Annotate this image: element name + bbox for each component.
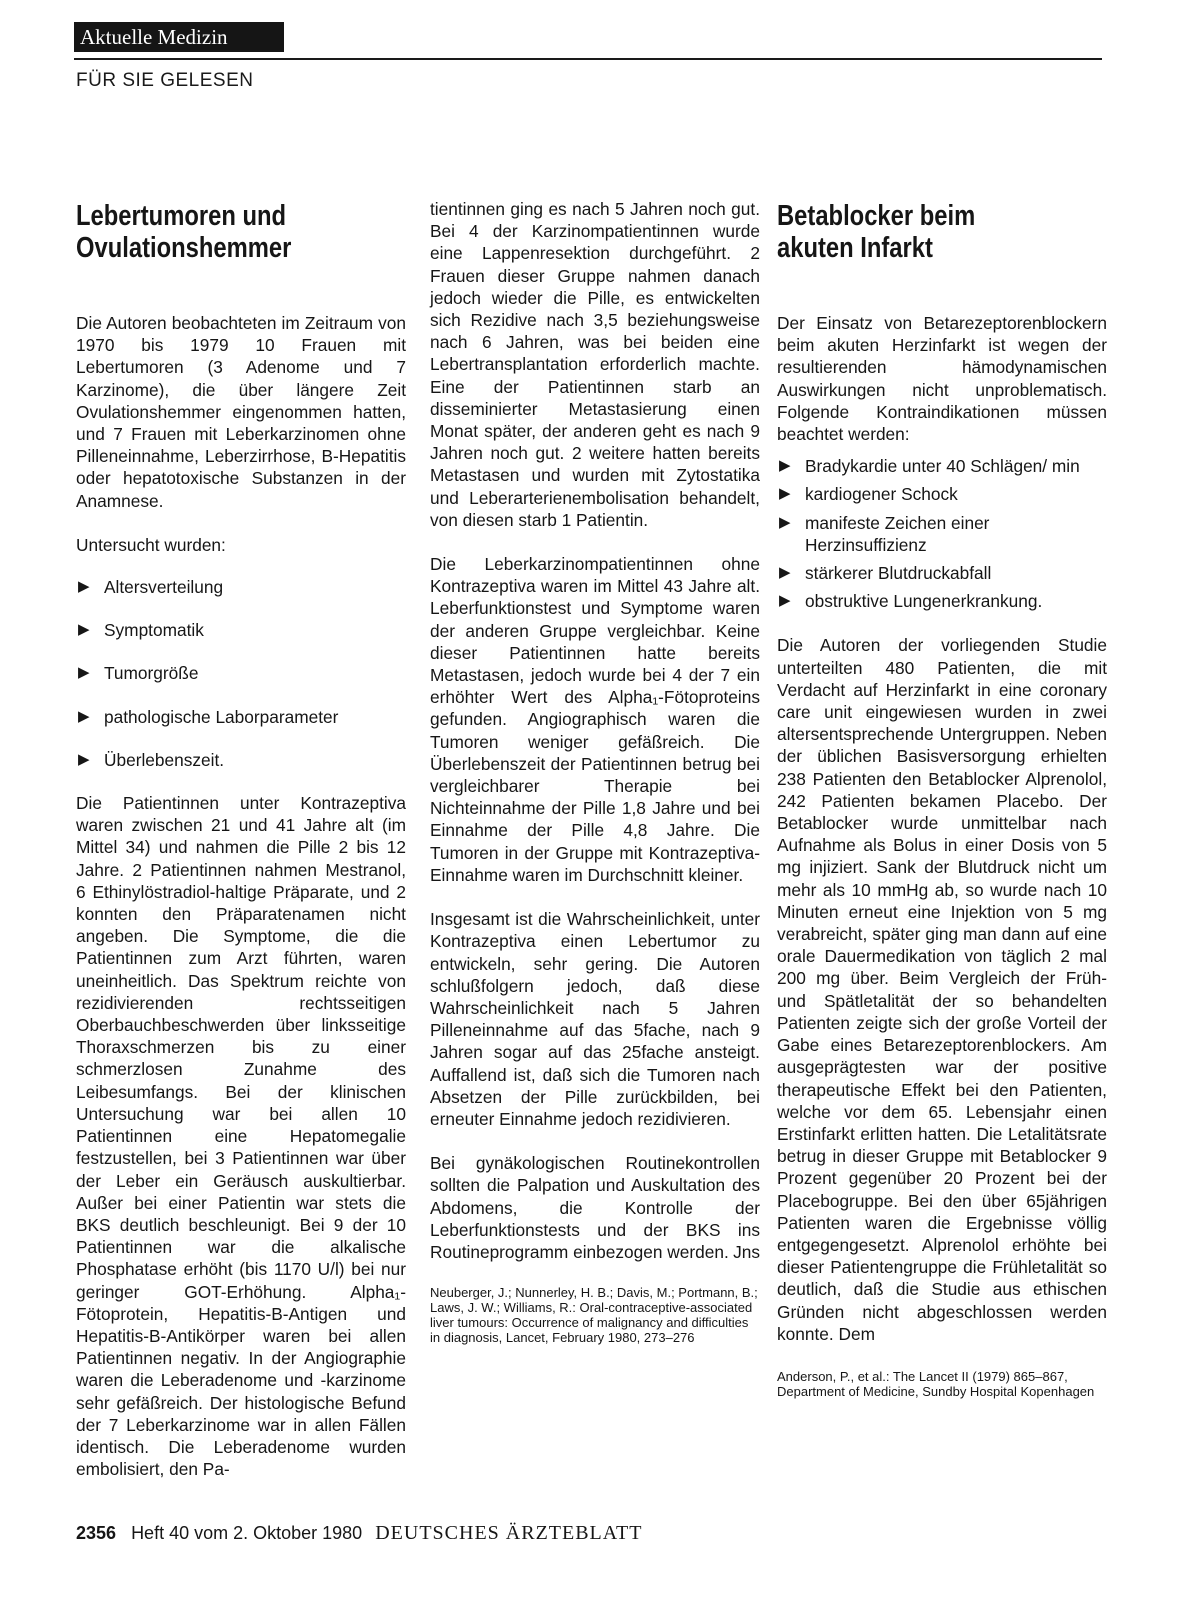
list-item: ▶ obstruktive Lungenerkrankung. [779,591,1043,612]
article1-list [76,576,406,771]
list-item: ▶ manifeste Zeichen einer Herzinsuffizienz [779,512,990,555]
triangle-bullet-icon: ▶ [78,621,90,639]
article1-paragraph-2: Untersucht wurden: [76,534,226,555]
page-number: 2356 [76,1523,117,1543]
triangle-bullet-icon: ▶ [78,578,90,596]
triangle-bullet-icon: ▶ [779,457,791,475]
article1-paragraph-7: Bei gynäkologischen Routinekontrollen sollten die Palpation und Auskultation des Abdomens, die Kontrolle der Leberfunktionstests und der BKS ins Routineprogramm einbezogen werden. Jns [430,1153,760,1262]
list-item: ▶ pathologische Laborparameter [78,706,339,727]
triangle-bullet-icon: ▶ [779,592,791,610]
list-item: ▶ Tumorgröße [78,663,199,684]
triangle-bullet-icon: ▶ [779,564,791,582]
list-item: ▶ Bradykardie unter 40 Schlägen/ min [779,456,1080,477]
article2-reference: Anderson, P., et al.: The Lancet II (1979) 865–867, Department of Medicine, Sundby Hospital Kopenhagen [777,1368,1095,1399]
list-item: ▶ Überlebenszeit. [78,749,225,770]
article1-paragraph-4: tientinnen ging es nach 5 Jahren noch gut. Bei 4 der Karzinompatientinnen wurde eine Lappenresektion durchgeführt. 2 Frauen dieser Gruppe nahmen danach jedoch wieder die Pille, es entwickelten sich Rezidive nach 3,5 beziehungsweise nach 6 Jahren, was bei beiden eine Lebertransplantation erforderlich machte. Eine der Patientinnen starb an disseminierter Metastasierung einen Monat später, der anderen geht es nach 9 Jahren noch gut. 2 weitere hatten bereits Metastasen und wurden mit Zytostatika und Leberarterienembolisation behandelt, von diesen starb 1 Patientin. [430,199,760,530]
triangle-bullet-icon: ▶ [78,750,90,768]
list-item: ▶ Altersverteilung [78,577,224,598]
header-rule [74,58,1102,60]
article1-title: Lebertumoren und Ovulationshemmer [76,200,292,264]
section-tag: Aktuelle Medizin [74,22,284,52]
article1-paragraph-1: Die Autoren beobachteten im Zeitraum von 1970 bis 1979 10 Frauen mit Lebertumoren (3 Adenome und 7 Karzinome), die über längere Zeit Ovulationshemmer eingenommen hatten, und 7 Frauen mit Leberkarzinomen ohne Pilleneinnahme, Leberzirrhose, B-Hepatitis oder hepatotoxische Substanzen in der Anamnese. [76,313,406,511]
list-item: ▶ kardiogener Schock [779,484,958,505]
author-signature: Jns [733,1241,760,1262]
article1-paragraph-5: Die Leberkarzinompatientinnen ohne Kontrazeptiva waren im Mittel 43 Jahre alt. Leberfunktionstest und Symptome waren der anderen Gruppe vergleichbar. Keine dieser Patientinnen hatte bereits Metastasen, jedoch wurde bei 4 der 7 ein erhöhter Wert des Alpha₁-Fötoproteins gefunden. Angiographisch waren die Tumoren weniger gefäßreich. Die Überlebenszeit der Patientinnen betrug bei vergleichbarer Therapie bei Nichteinnahme der Pille 1,8 Jahre und bei Einnahme der Pille 4,8 Jahre. Die Tumoren in der Gruppe mit Kontrazeptiva-Einnahme waren im Durchschnitt kleiner. [430,554,760,885]
column-3 [777,200,1107,1399]
triangle-bullet-icon: ▶ [779,485,791,503]
column-2 [430,198,760,1345]
kicker: FÜR SIE GELESEN [76,70,254,91]
article1-reference: Neuberger, J.; Nunnerley, H. B.; Davis, M.; Portmann, B.; Laws, J. W.; Williams, R.: Oral-contraceptive-associated liver tumours: Occurrence of malignancy and difficulties in diagnosis, Lancet, February 1980, 273–276 [430,1285,758,1346]
article2-list [777,455,1107,612]
article2-paragraph-1: Der Einsatz von Betarezeptorenblockern beim akuten Herzinfarkt ist wegen der resultierenden hämodynamischen Auswirkungen nicht unproblematisch. Folgende Kontraindikationen müssen beachtet werden: [777,313,1107,445]
triangle-bullet-icon: ▶ [779,513,791,531]
triangle-bullet-icon: ▶ [78,707,90,725]
issue-info: Heft 40 vom 2. Oktober 1980 [131,1523,363,1543]
list-item: ▶ Symptomatik [78,620,204,641]
list-item: ▶ stärkerer Blutdruckabfall [779,563,992,584]
article2-paragraph-2: Die Autoren der vorliegenden Studie unterteilten 480 Patienten, die mit Verdacht auf Herzinfarkt in eine coronary care unit eingewiesen wurden in zwei altersentsprechende Untergruppen. Neben der üblichen Basisversorgung erhielten 238 Patienten den Betablocker Alprenolol, 242 Patienten bekamen Placebo. Der Betablocker wurde unmittelbar nach Aufnahme als Bolus in einer Dosis von 5 mg injiziert. Sank der Blutdruck nicht um mehr als 10 mmHg ab, so wurde nach 10 Minuten erneut eine Injektion von 5 mg verabreicht, später ging man dann auf eine orale Dauermedikation von täglich 2 mal 200 mg über. Beim Vergleich der Früh- und Spätletalität der so behandelten Patienten zeigte sich der große Vorteil der Gabe eines Betarezeptorenblockers. Am ausgeprägtesten war der positive therapeutische Effekt bei den Patienten, welche vor dem 65. Lebensjahr einen Erstinfarkt erlitten hatten. Die Letalitätsrate betrug in dieser Gruppe mit Betablocker 9 Prozent gegenüber 20 Prozent bei der Placebogruppe. Bei den über 65jährigen Patienten waren die Ergebnisse völlig entgegengesetzt. Alprenolol erhöhte bei dieser Patientengruppe die Frühletalität so deutlich, daß die Studie aus ethischen Gründen nicht abgeschlossen werden konnte. Dem [777,635,1107,1344]
article2-title: Betablocker beim akuten Infarkt [777,200,976,264]
column-1 [76,200,406,1502]
page-footer [76,1522,1106,1545]
triangle-bullet-icon: ▶ [78,664,90,682]
article1-paragraph-3: Die Patientinnen unter Kontrazeptiva waren zwischen 21 und 41 Jahre alt (im Mittel 34) und nahmen die Pille 2 bis 12 Jahre. 2 Patientinnen nahmen Mestranol, 6 Ethinylöstradiol-haltige Präparate, und 2 konnten den Präparatenamen nicht angeben. Die Symptome, die die Patientinnen zum Arzt führten, waren uneinheitlich. Das Spektrum reichte von rezidivierenden rechtsseitigen Oberbauchbeschwerden über linksseitige Thoraxschmerzen bis zu einer schmerzlosen Zunahme des Leibesumfangs. Bei der klinischen Untersuchung war bei allen 10 Patientinnen eine Hepatomegalie festzustellen, bei 3 Patientinnen war über der Leber ein Geräusch auskultierbar. Außer bei einer Patientin war stets die BKS deutlich beschleunigt. Bei 9 der 10 Patientinnen war die alkalische Phosphatase erhöht (bis 1170 U/l) bei nur geringer GOT-Erhöhung. Alpha₁-Fötoprotein, Hepatitis-B-Antigen und Hepatitis-B-Antikörper waren bei allen Patientinnen negativ. In der Angiographie waren die Leberadenome und -karzinome sehr gefäßreich. Der histologische Befund der 7 Leberkarzinome war in allen Fällen identisch. Die Leberadenome wurden embolisiert, den Pa- [76,793,406,1480]
article1-paragraph-6: Insgesamt ist die Wahrscheinlichkeit, unter Kontrazeptiva einen Lebertumor zu entwickeln, sehr gering. Die Autoren schlußfolgern jedoch, daß diese Wahrscheinlichkeit nach 5 Jahren Pilleneinnahme auf das 5fache, nach 9 Jahren sogar auf das 25fache ansteigt. Auffallend ist, daß sich die Tumoren nach Absetzen der Pille zurückbilden, bei erneuter Einnahme jedoch rezidivieren. [430,909,760,1129]
journal-name: DEUTSCHES ÄRZTEBLATT [375,1522,643,1544]
